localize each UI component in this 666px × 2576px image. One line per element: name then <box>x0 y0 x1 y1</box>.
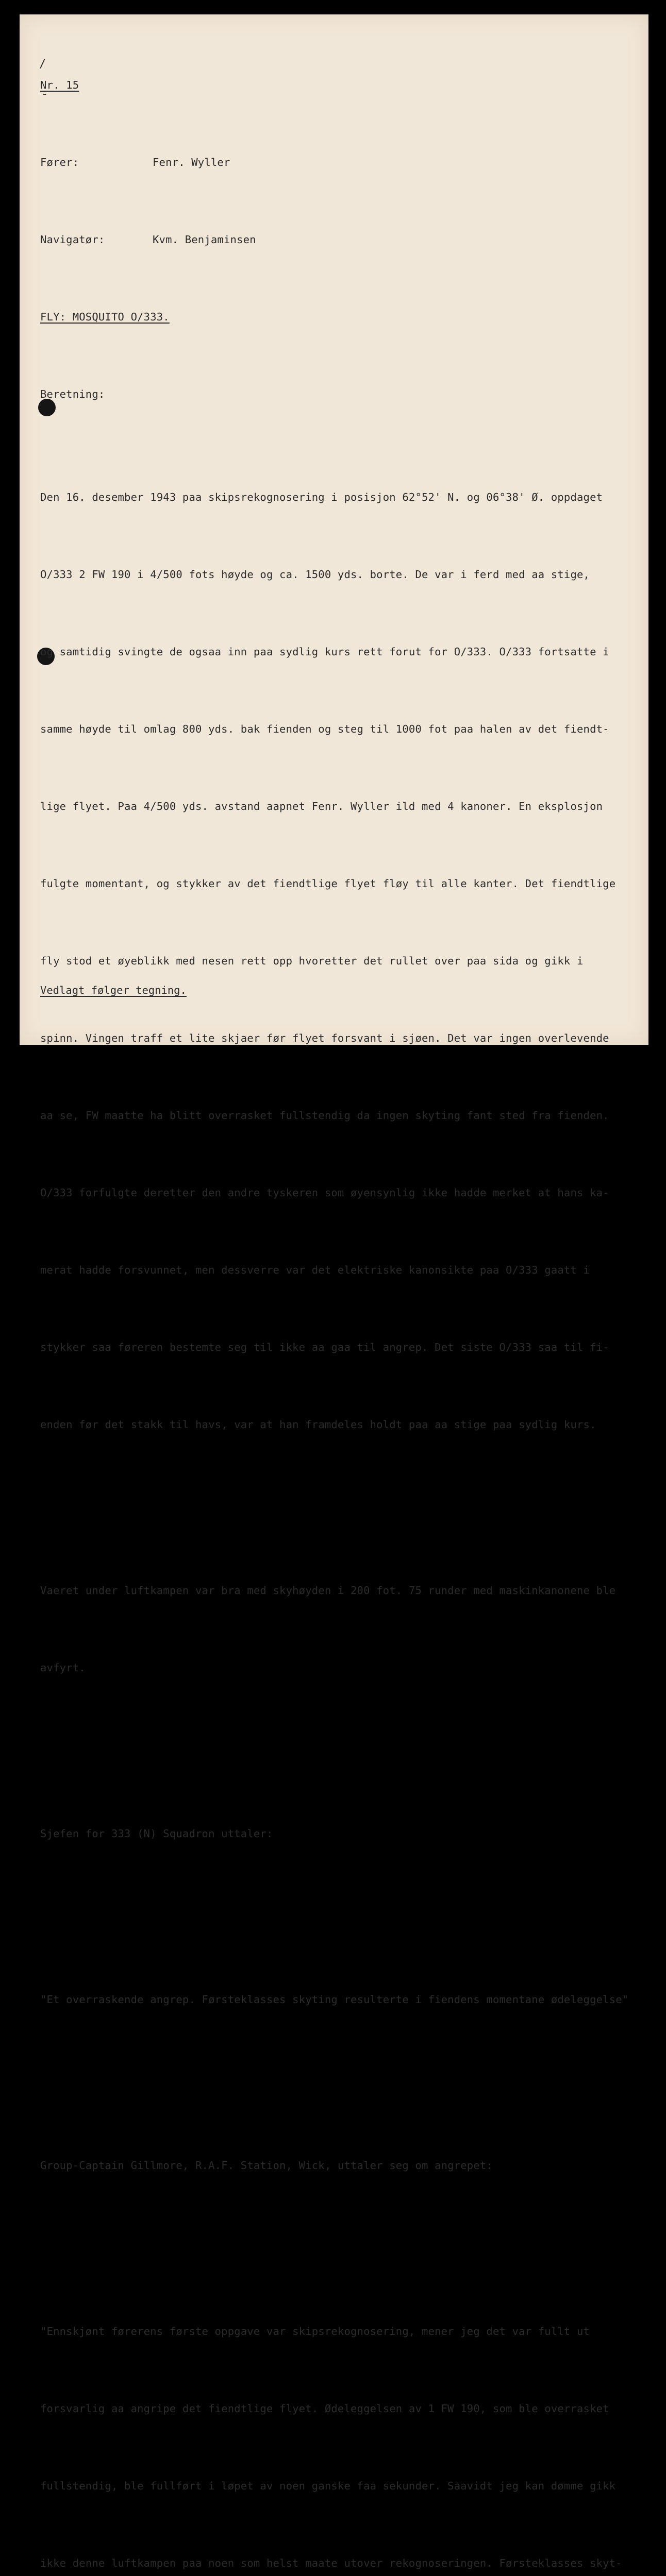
margin-tick: / <box>39 58 46 71</box>
weather-line: Vaeret under luftkampen var bra med skyhøyden i 200 fot. 75 runder med maskinkanonene ble <box>40 1584 616 1597</box>
pilot-label: Fører: <box>40 156 79 168</box>
report-line: O/333 forfulgte deretter den andre tyskeren som øyensynlig ikke hadde merket at hans ka- <box>40 1187 609 1199</box>
station-quote-line: ikke denne luftkampen paa noen som helst maate utover rekognoseringen. Førsteklasses skyt- <box>40 2557 622 2569</box>
report-number: Nr. 15 <box>40 79 79 91</box>
report-line: og samtidig svingte de ogsaa inn paa sydlig kurs rett forut for O/333. O/333 fortsatte i <box>40 646 609 658</box>
squadron-quote: "Et overraskende angrep. Førsteklasses skyting resulterte i fiendens momentane ødeleggelse" <box>40 1993 629 2006</box>
paragraph-gap <box>40 2090 648 2101</box>
pilot-value: Fenr. Wyller <box>153 156 230 168</box>
margin-tick: - <box>41 88 48 100</box>
attachment-note: Vedlagt følger tegning. <box>40 984 187 996</box>
report-line: Den 16. desember 1943 paa skipsrekognosering i posisjon 62°52' N. og 06°38' Ø. oppdaget <box>40 491 603 503</box>
navigator-row <box>40 227 648 252</box>
report-line: lige flyet. Paa 4/500 yds. avstand aapnet Fenr. Wyller ild med 4 kanoner. En eksplosjon <box>40 800 603 812</box>
paragraph-gap <box>40 2256 648 2267</box>
report-line: O/333 2 FW 190 i 4/500 fots høyde og ca. 1500 yds. borte. De var i ferd med aa stige, <box>40 568 590 581</box>
report-line: spinn. Vingen traff et lite skjaer før flyet forsvant i sjøen. Det var ingen overlevende <box>40 1032 609 1044</box>
report-line: merat hadde forsvunnet, men dessverre var det elektriske kanonsikte paa O/333 gaatt i <box>40 1264 590 1276</box>
pilot-row <box>40 149 648 175</box>
report-line: stykker saa føreren bestemte seg til ikke aa gaa til angrep. Det siste O/333 saa til fi- <box>40 1341 609 1353</box>
aircraft-line: FLY: MOSQUITO O/333. <box>40 311 170 323</box>
report-line: aa se, FW maatte ha blitt overrasket fullstendig da ingen skyting fant sted fra fienden. <box>40 1109 609 1122</box>
station-quote-line: forsvarlig aa angripe det fiendtlige flyet. Ødeleggelsen av 1 FW 190, som ble overrasket <box>40 2402 609 2415</box>
report-line: samme høyde til omlag 800 yds. bak fienden og steg til 1000 fot paa halen av det fiendt- <box>40 723 609 735</box>
navigator-value: Kvm. Benjaminsen <box>153 233 256 246</box>
station-quote-line: "Ennskjønt førerens første oppgave var skipsrekognosering, mener jeg det var fullt ut <box>40 2325 590 2337</box>
squadron-heading: Sjefen for 333 (N) Squadron uttaler: <box>40 1827 273 1840</box>
paragraph-gap <box>40 1515 648 1526</box>
paragraph-gap <box>40 1758 648 1769</box>
report-line: fly stod et øyeblikk med nesen rett opp hvoretter det rullet over paa sida og gikk i <box>40 955 584 967</box>
report-line: fulgte momentant, og stykker av det fiendtlige flyet fløy til alle kanter. Det fiendtlige <box>40 877 616 890</box>
report-heading: Beretning: <box>40 388 105 400</box>
navigator-label: Navigatør: <box>40 233 105 246</box>
station-quote-line: fullstendig, ble fullført i løpet av noen ganske faa sekunder. Saavidt jeg kan dømme gikk <box>40 2480 616 2492</box>
weather-line: avfyrt. <box>40 1662 86 1674</box>
document-body <box>40 21 648 2576</box>
report-line: enden før det stakk til havs, var at han framdeles holdt paa aa stige paa sydlig kurs. <box>40 1418 596 1431</box>
paragraph-gap <box>40 1924 648 1935</box>
station-heading: Group-Captain Gillmore, R.A.F. Station, Wick, uttaler seg om angrepet: <box>40 2159 493 2172</box>
